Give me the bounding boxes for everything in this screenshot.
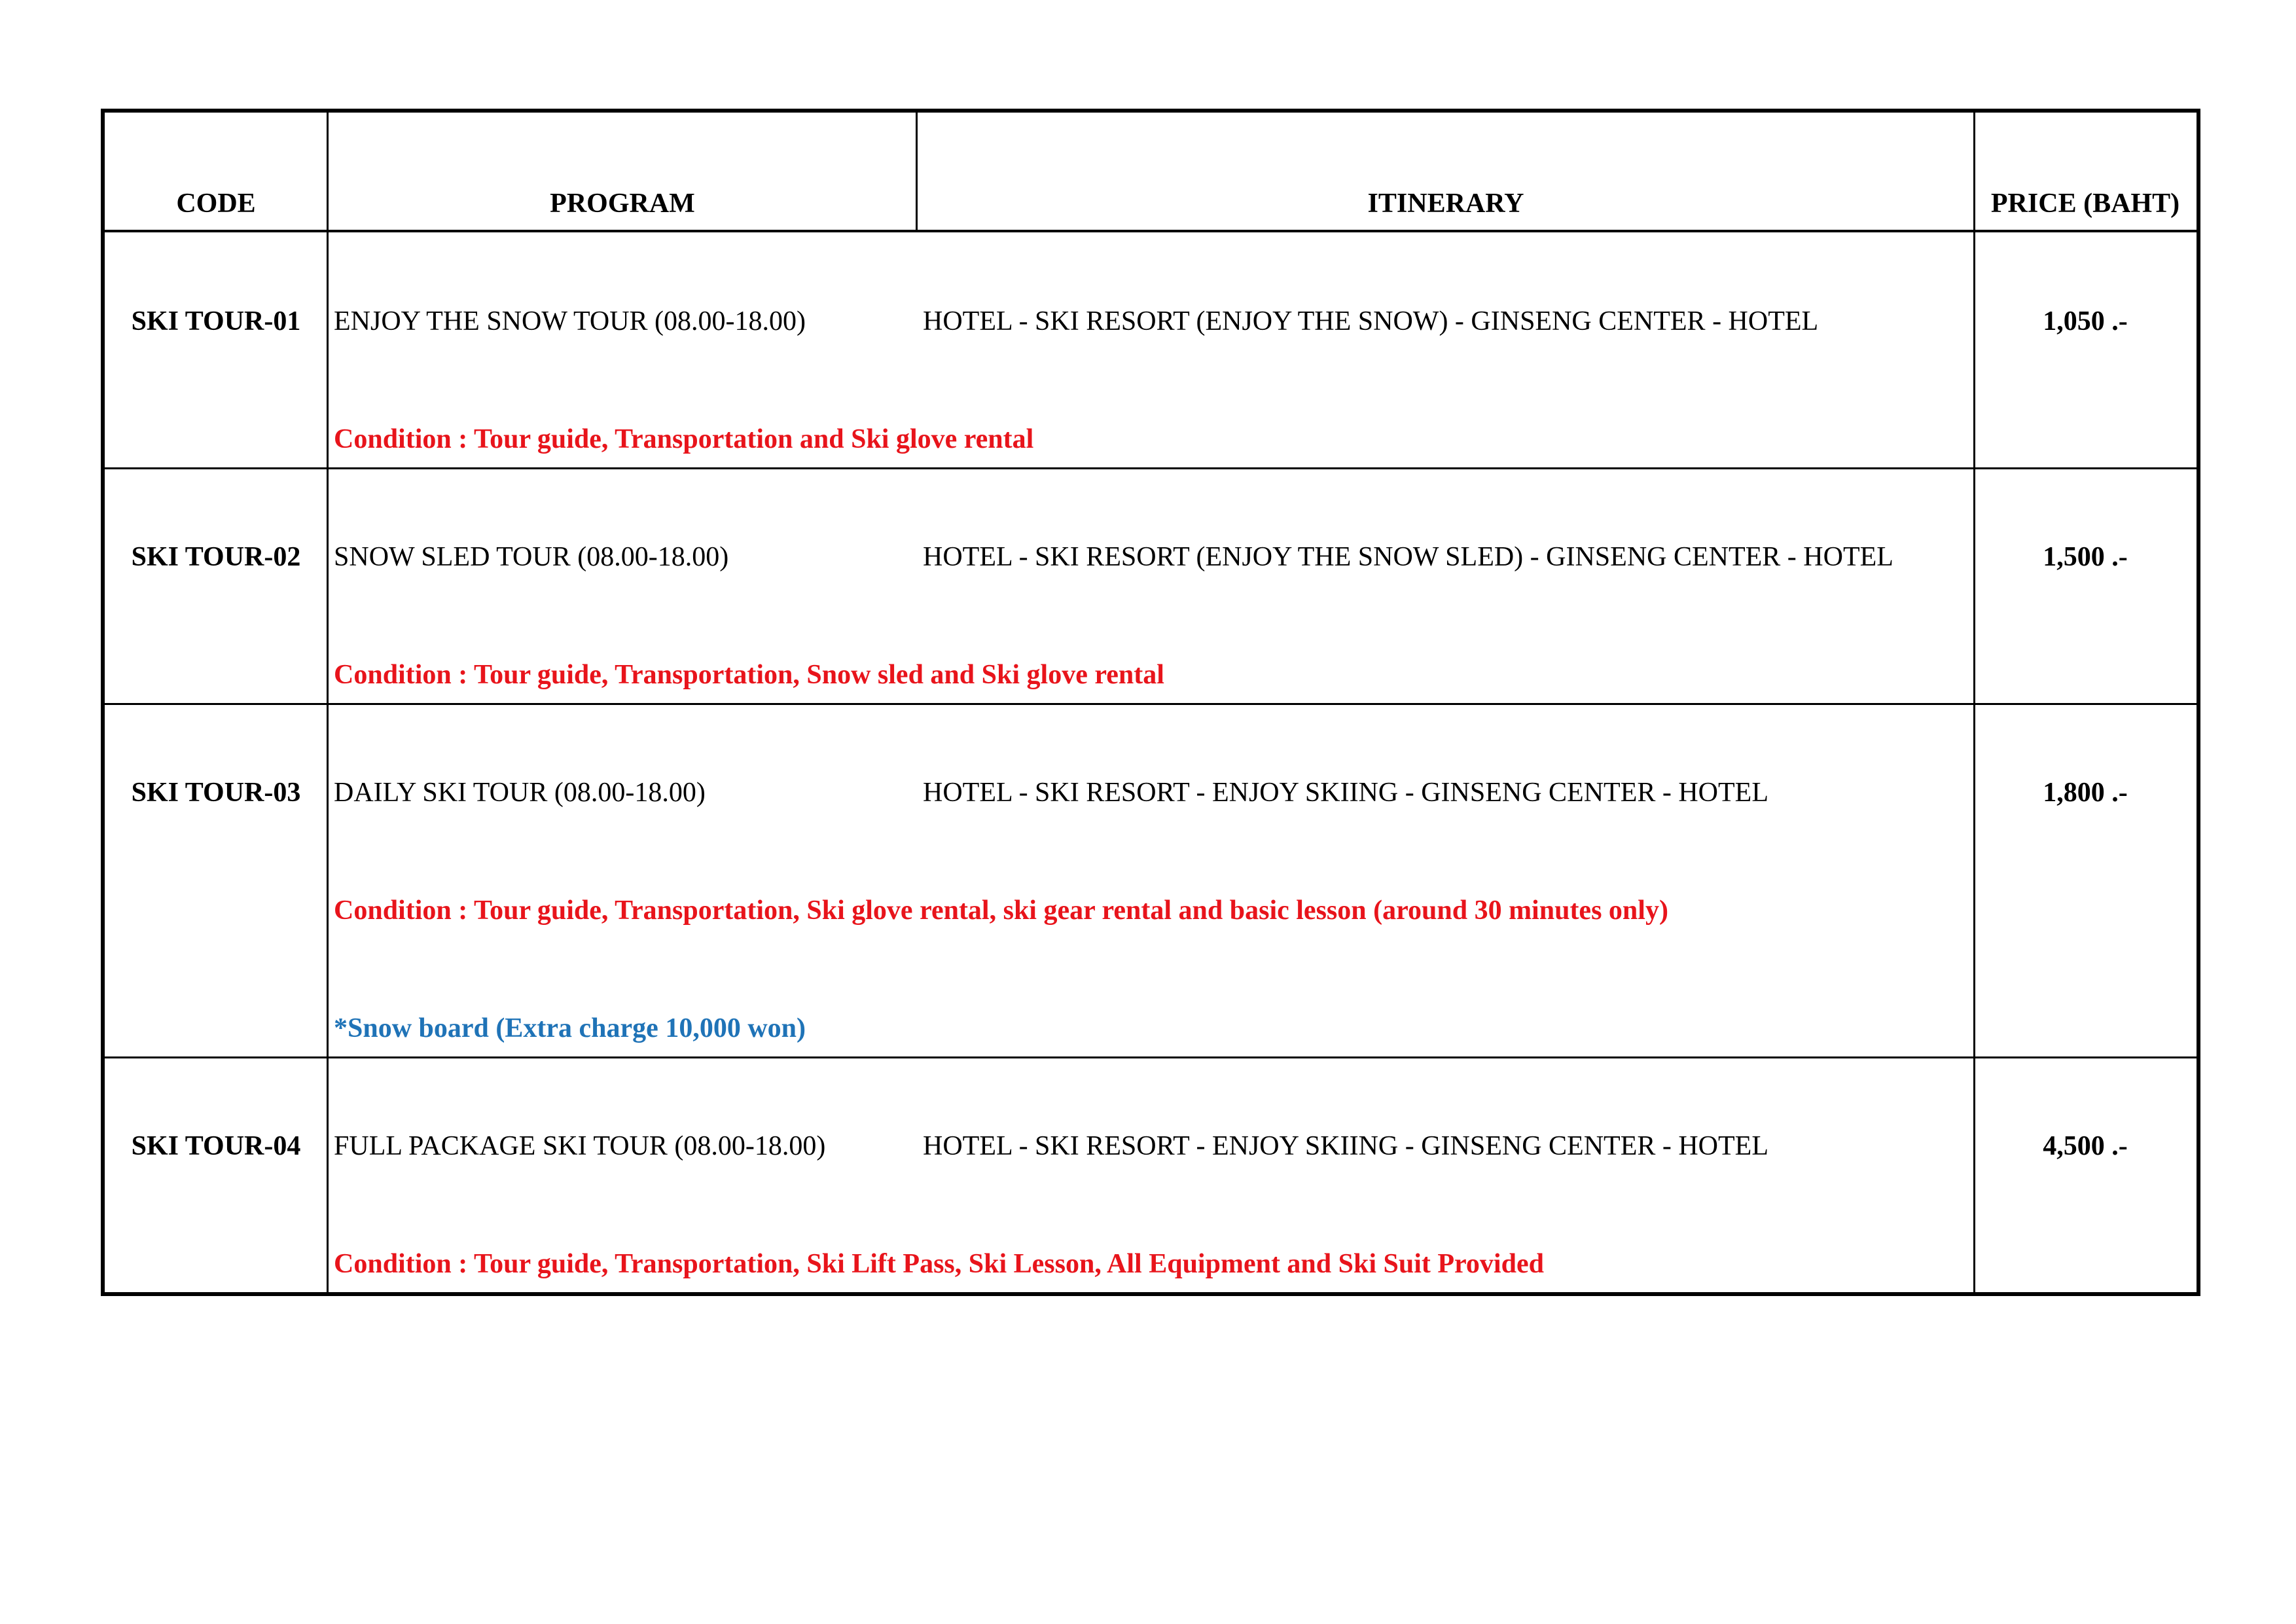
row-3-code: SKI TOUR-03	[131, 778, 301, 808]
column-divider-price	[1973, 110, 1975, 1295]
header-price: PRICE (BAHT)	[1990, 189, 2180, 219]
row-1-code: SKI TOUR-01	[131, 306, 301, 336]
row-1-itinerary: HOTEL - SKI RESORT (ENJOY THE SNOW) - GINSENG CENTER - HOTEL	[923, 306, 1819, 336]
row-divider-1	[102, 467, 2199, 469]
column-divider-code	[327, 110, 329, 1295]
header-program: PROGRAM	[550, 189, 695, 219]
row-1-program: ENJOY THE SNOW TOUR (08.00-18.00)	[334, 306, 806, 336]
row-2-program: SNOW SLED TOUR (08.00-18.00)	[334, 542, 729, 572]
header-divider	[102, 230, 2199, 232]
row-1-price: 1,050 .-	[2043, 306, 2128, 336]
tour-price-table	[101, 109, 2200, 1296]
row-2-price: 1,500 .-	[2043, 542, 2128, 572]
row-3-condition: Condition : Tour guide, Transportation, Ski glove rental, ski gear rental and basic lesson (around 30 minutes only)	[334, 895, 1668, 926]
row-divider-2	[102, 703, 2199, 705]
row-divider-3	[102, 1056, 2199, 1058]
row-3-program: DAILY SKI TOUR (08.00-18.00)	[334, 778, 706, 808]
row-1-condition: Condition : Tour guide, Transportation and Ski glove rental	[334, 424, 1034, 454]
row-4-itinerary: HOTEL - SKI RESORT - ENJOY SKIING - GINSENG CENTER - HOTEL	[923, 1131, 1768, 1161]
header-itinerary: ITINERARY	[1367, 189, 1524, 219]
row-4-price: 4,500 .-	[2043, 1131, 2128, 1161]
row-2-code: SKI TOUR-02	[131, 542, 301, 572]
row-2-condition: Condition : Tour guide, Transportation, Snow sled and Ski glove rental	[334, 660, 1164, 690]
row-4-program: FULL PACKAGE SKI TOUR (08.00-18.00)	[334, 1131, 826, 1161]
row-4-condition: Condition : Tour guide, Transportation, Ski Lift Pass, Ski Lesson, All Equipment and Ski Suit Provided	[334, 1249, 1544, 1279]
row-2-itinerary: HOTEL - SKI RESORT (ENJOY THE SNOW SLED) - GINSENG CENTER - HOTEL	[923, 542, 1893, 572]
row-3-price: 1,800 .-	[2043, 778, 2128, 808]
row-4-code: SKI TOUR-04	[131, 1131, 301, 1161]
row-3-itinerary: HOTEL - SKI RESORT - ENJOY SKIING - GINSENG CENTER - HOTEL	[923, 778, 1768, 808]
row-3-note: *Snow board (Extra charge 10,000 won)	[334, 1013, 806, 1043]
header-code: CODE	[176, 189, 256, 219]
